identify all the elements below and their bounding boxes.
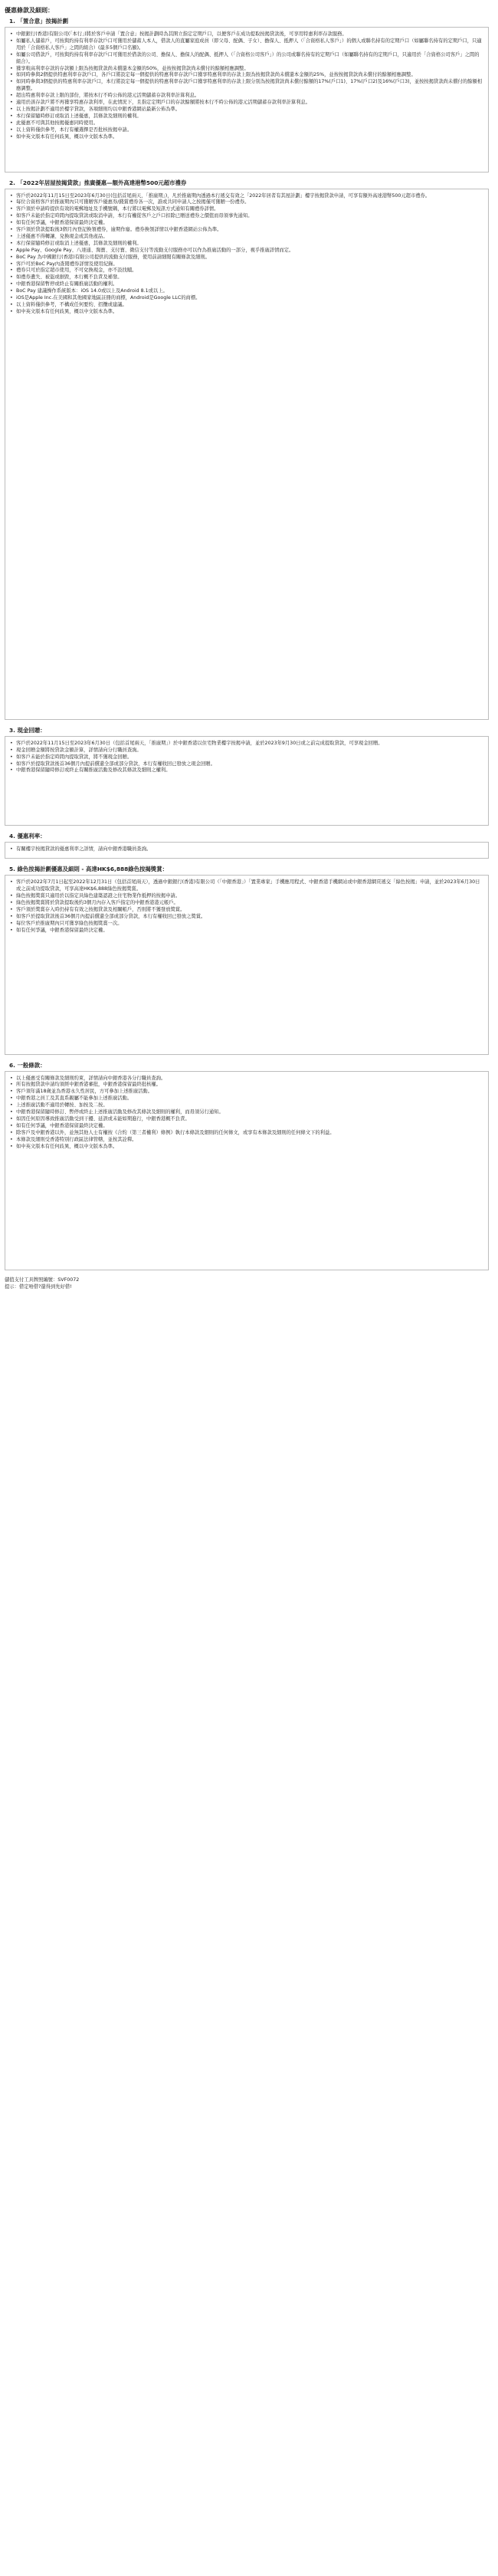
- list-item: • 本條款及細則受香港特別行政區法律管轄，並按其詮釋。: [10, 1137, 482, 1144]
- list-item: • BoC Pay 建議操作系統版本：iOS 14.0或以上及Android 8.1或以上。: [10, 288, 482, 295]
- list-item: • 有關樓宇按揭貸款的優惠利率之詳情，請向中銀香港職員查詢。: [10, 846, 482, 853]
- list-item: • 綠色按揭獎賞只適用於以指定具綠色建築認證之住宅物業作抵押的按揭申請。: [10, 893, 482, 900]
- list-item: • 如中英文版本有任何歧異，概以中文版本為準。: [10, 134, 482, 141]
- list-item: • 現金回贈金額將按貸款金額計算，詳情請向分行職員查詢。: [10, 748, 482, 754]
- list-item: • 中銀銀行(香港)有限公司(「本行」)將於客戶申請「置合意」按揭計劃時為其開立指定定期戶口，以便客戶在成功提取按揭貸款後，可享用特惠利率存款服務。: [10, 31, 482, 38]
- list-item: • 以上優惠受有關條款及細則約束，詳情請向中銀香港各分行職員查詢。: [10, 1076, 482, 1083]
- terms-list: [10, 846, 482, 853]
- terms-box: [5, 842, 489, 859]
- list-item: • 上述推廣活動不適用於轉按、加按及二按。: [10, 1102, 482, 1109]
- list-item: • 除客戶及中銀香港以外，並無其他人士有權按《合約（第三者權利）條例》執行本條款及細則的任何條文，或享有本條款及細則的任何條文下的利益。: [10, 1130, 482, 1137]
- list-item: • 以上按揭計劃不適用於樓宇貸款，各項細則均以中銀香港網站最新公佈為準。: [10, 107, 482, 113]
- section-title: 6. 一般條款：: [9, 1061, 46, 1069]
- list-item: • 如因任何原因導致推廣活動受到干擾、延誤或未能如期進行，中銀香港概不負責。: [10, 1116, 482, 1123]
- list-item: • 所有按揭貸款申請均須經中銀香港審批，中銀香港保留最終批核權。: [10, 1082, 482, 1089]
- list-item: • 如客戶未能於指定時間內提取貸款或取消申請，本行有權從客戶之戶口扣除已贈送禮券之價值而毋須事先通知。: [10, 213, 482, 220]
- list-item: • 本行保留隨時修訂或取消上述優惠，其條款及細則的權利。: [10, 113, 482, 120]
- list-item: • 如客戶未能於指定時間內提取貸款，將不獲現金回贈。: [10, 754, 482, 761]
- list-item: • 中銀香港保留隨時修訂、暫停或終止上述推廣活動及修改其條款及細則的權利，而毋須另行通知。: [10, 1109, 482, 1116]
- list-item: • 如客戶於提取貸款後首36個月內提前償還全部或部分貸款，本行有權收回已發放之獎賞。: [10, 914, 482, 921]
- terms-list: [10, 879, 482, 934]
- license-number: 儲值支付工具牌照編號：SVF0072: [5, 1277, 80, 1283]
- spacer: [10, 774, 482, 820]
- list-item: • 客戶於2022年7月1日起至2022年12月31日（包括首尾兩天），透過中銀銀行(香港)有限公司（「中銀香港」）「置業專家」手機應用程式、中銀香港手機網站或中銀香港網頁遞交「綠色按揭」申請，並於2023年6月30日或之前成功提取貸款，可享高達HK$6,888綠色按揭獎賞。: [10, 879, 482, 893]
- list-item: • 客戶可於BoC Pay內查閱禮券詳情及使用紀錄。: [10, 261, 482, 268]
- list-item: • 本行保留隨時修訂或取消上述優惠，其條款及細則的權利。: [10, 241, 482, 248]
- list-item: • 客戶於2022年11月15日至2023年6月30日（包括首尾兩天，「推廣期」）於中銀香港以住宅物業樓宇按揭申請，並於2023年9月30日或之前完成提取貸款，可享現金回贈。: [10, 741, 482, 748]
- section-green-mortgage: [5, 865, 489, 1054]
- list-item: • 如屬私人儲蓄戶，可按與約持有利率存款戶口可獲用於儲蓄人本人，借款人的直屬家庭成員（即父母、配偶、子女）、擔保人、抵押人（「合資格私人客戶」）的個人或聯名持有的定期戶口（如屬聯名持有的定期戶口，只適用於「合資格私人客戶」之間的組合）(最多5個戶口名額)。: [10, 38, 482, 52]
- section-title: 1. 「置合意」按揭計劃: [9, 18, 69, 25]
- list-item: • 如有任何爭議，中銀香港保留最終決定權。: [10, 1123, 482, 1130]
- section-cash-rebate: [5, 726, 489, 826]
- list-item: • 客戶須於貸款提取後3個月內登記換領禮券，逾期作廢。禮券換領詳情以中銀香港網站公佈為準。: [10, 227, 482, 234]
- list-item: • 客戶須於獎賞存入時仍持有有效之按揭貸款及相關帳戶，否則將不獲發放獎賞。: [10, 907, 482, 914]
- list-item: • 每位合資格客戶於推廣期內只可獲贈客戶優惠券/錢賞禮券各一次，誰或共同申請人之按揭僅可獲贈一份禮券。: [10, 199, 482, 206]
- list-item: • 獲享較高利率存款的存款額上限為按揭貸款尚未償還本金額的50%，並按按揭貸款尚未償付的餘額相應調整。: [10, 66, 482, 73]
- footer: [5, 1276, 489, 1290]
- terms-box: [5, 875, 489, 1054]
- terms-list: [10, 31, 482, 141]
- list-item: • 如屬公司借款戶，可按與約持有利率存款戶口可獲用於借款的公司、擔保人、擔保人的配偶、抵押人（「合資格公司客戶」）的公司或聯名持有的定期戶口（如屬聯名持有的定期戶口，只適用於「合資格公司客戶」之間的組合）。: [10, 52, 482, 66]
- section-hos-mortgage: [5, 179, 489, 720]
- list-item: • 如中英文版本有任何歧異，概以中文版本為準。: [10, 1144, 482, 1151]
- list-item: • 中銀香港保留隨時修訂或終止有關推廣活動及修改其條款及細則之權利。: [10, 767, 482, 774]
- list-item: • 如有任何爭議，中銀香港保留最終決定權。: [10, 928, 482, 935]
- section-general-terms: [5, 1061, 489, 1271]
- list-item: • 中銀香港之員工及其直系親屬不能參加上述推廣活動。: [10, 1096, 482, 1102]
- list-item: • 如客戶於提取貸款後首36個月內提前償還全部或部分貸款，本行有權收回已發放之現金回贈。: [10, 761, 482, 768]
- list-item: • 適用於該存款戶將不再獲享特惠存款利率，在此情況下，且指定定期戶口的存款餘額將按本行不時公佈的港元活期儲蓄存款利率計算利息。: [10, 100, 482, 107]
- list-item: • 綠色按揭獎賞將於貸款提取後約3個月內存入客戶指定的中銀香港港元帳戶。: [10, 900, 482, 907]
- list-item: • 如同時參與2個提供特惠利率存款戶口，各戶口將設定每一個提供的特惠利率存款戶口獲享特惠利率的存款上限為按揭貸款尚未償還本金額的25%，並按按揭貸款尚未償付的餘額相應調整。: [10, 72, 482, 79]
- section-title: 4. 優惠利率：: [9, 833, 46, 840]
- terms-box: [5, 189, 489, 720]
- list-item: • BoC Pay 為中國銀行(香港)有限公司提供的流動支付服務，使用前請細閱有關條款及細則。: [10, 255, 482, 261]
- list-item: • 以上資料僅供參考，本行有權選擇是否批核按揭申請。: [10, 127, 482, 134]
- list-item: • 客戶於2022年11月15日至2023年6月30日(包括首尾兩天，「推廣期」)，凡於推廣期內透過本行遞交有效之「2022年居者有其屋計劃」樓宇按揭貸款申請，可享有額外高達港幣500元超市禮券。: [10, 193, 482, 200]
- terms-box: [5, 736, 489, 826]
- terms-box: [5, 1071, 489, 1271]
- list-item: • 禮券只可於指定超市使用，不可兌換現金，亦不設找贖。: [10, 268, 482, 274]
- spacer: [10, 935, 482, 1050]
- list-item: • 以上資料僅供參考，不構成任何要約、招攬或建議。: [10, 302, 482, 309]
- list-item: • 如中英文版本有任何歧異，概以中文版本為準。: [10, 309, 482, 316]
- list-item: • 超出特惠利率存款上限的部份，將按本行不時公佈的港元活期儲蓄存款利率計算利息。: [10, 93, 482, 100]
- list-item: • Apple Pay、Google Pay、八達通、淘寶、支付寶、微信支付等流動支付服務亦可以作為推廣活動的一部分，視乎推廣詳情而定。: [10, 248, 482, 255]
- section-title: 5. 綠色按揭計劃優惠及細則 - 高達HK$6,888綠色按揭獎賞：: [9, 866, 168, 873]
- list-item: • 此優惠不可與其他按揭優惠同時使用。: [10, 120, 482, 127]
- list-item: • 每位客戶於推廣期內只可獲享綠色按揭獎賞一次。: [10, 921, 482, 928]
- spacer: [10, 316, 482, 715]
- list-item: • 如同時參與3個提供的特惠利率存款戶口，本行將設定每一個提供的特惠利率存款戶口獲享特惠利率的存款上限分別為按揭貸款尚未償付餘額的17%(戶口1)、17%(戶口2)及16%(戶口3)，並按按揭貸款尚未償付的餘額相應調整。: [10, 79, 482, 93]
- spacer: [10, 141, 482, 167]
- terms-box: [5, 27, 489, 172]
- terms-list: [10, 193, 482, 316]
- borrowing-reminder: 提示：借定唔借?還得到先好借!: [5, 1284, 72, 1290]
- list-item: • 中銀香港保留暫停或終止有關推廣活動的權利。: [10, 281, 482, 288]
- list-item: • 如禮券遺失、被盜或損毀，本行概不負責及補發。: [10, 274, 482, 281]
- terms-list: [10, 741, 482, 775]
- list-item: • 如有任何爭議，中銀香港保留最終決定權。: [10, 220, 482, 227]
- list-item: • 客戶須於申請時提供有效的電郵地址及手機號碼，本行將以電郵及短訊方式通知有關禮券詳情。: [10, 206, 482, 213]
- list-item: • iOS是Apple Inc.在美國和其他國家地區註冊的商標，Android是Google LLC的商標。: [10, 295, 482, 302]
- page-title: 優惠條款及細則：: [5, 7, 54, 14]
- section-zhiheyi: [5, 17, 489, 172]
- terms-list: [10, 1076, 482, 1151]
- spacer: [10, 1150, 482, 1265]
- list-item: • 客戶須年滿18歲並為香港永久性居民，方可參加上述推廣活動。: [10, 1089, 482, 1096]
- section-preferential-rate: [5, 832, 489, 859]
- section-title: 2. 「2022年居屋按揭貸款」推廣優惠—額外高達港幣500元超市禮券: [9, 179, 187, 186]
- list-item: • 上述優惠不得轉讓、兌換現金或其他產品。: [10, 234, 482, 241]
- section-title: 3. 現金回贈：: [9, 726, 46, 734]
